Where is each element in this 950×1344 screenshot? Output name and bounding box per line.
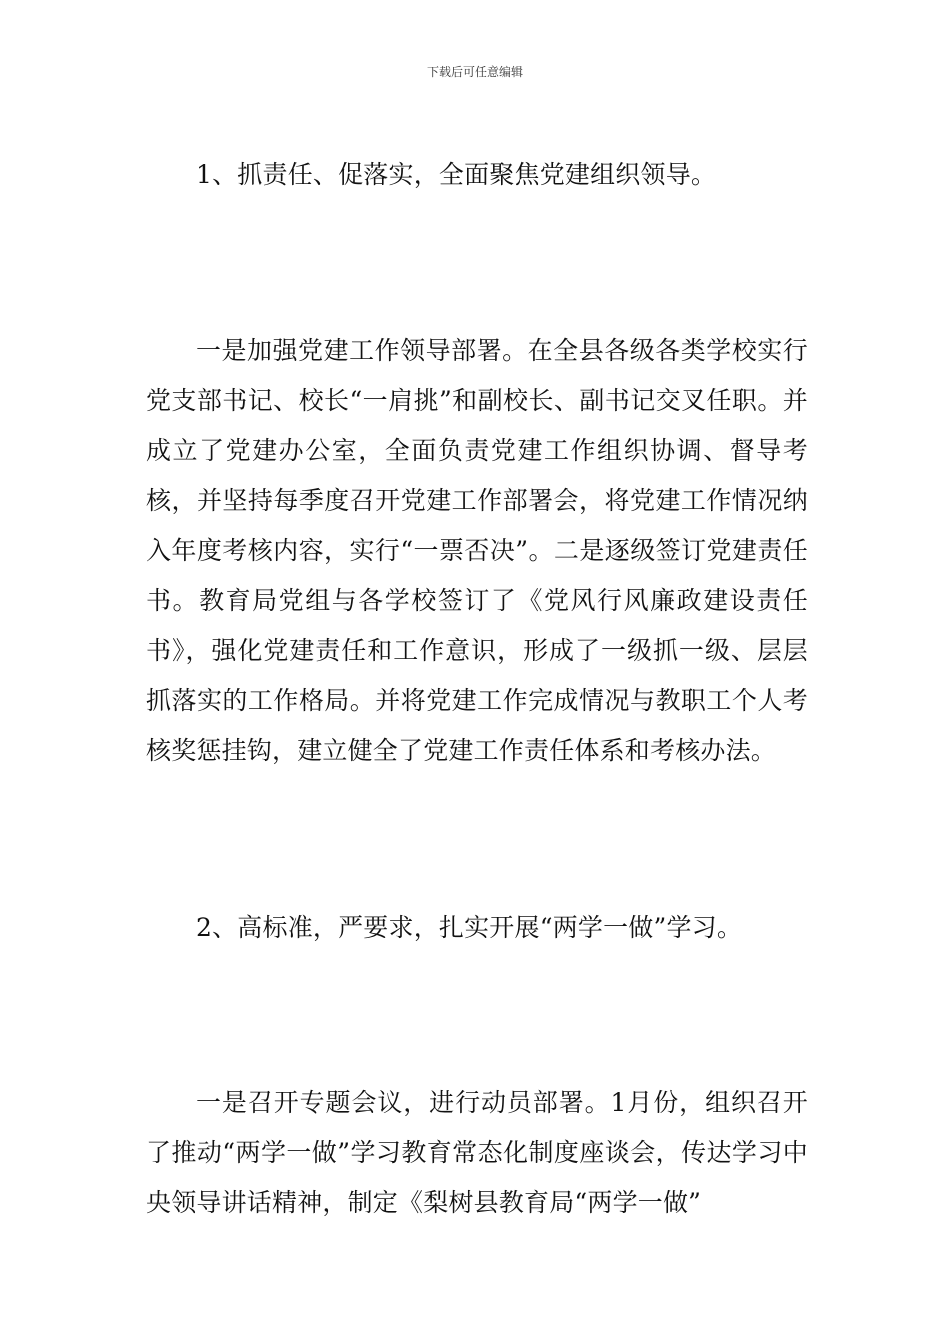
body-paragraph-2: 一是召开专题会议，进行动员部署。1月份，组织召开了推动“两学一做”学习教育常态化制度座谈会，传达学习中央领导讲话精神，制定《梨树县教育局“两学一做” [146,1088,808,1217]
section-heading-2: 2、高标准，严要求，扎实开展“两学一做”学习。 [196,913,743,942]
header-note: 下载后可任意编辑 [426,65,523,79]
body-paragraph-1: 一是加强党建工作领导部署。在全县各级各类学校实行党支部书记、校长“一肩挑”和副校长、副书记交叉任职。并成立了党建办公室，全面负责党建工作组织协调、督导考核，并坚持每季度召开党建工作部署会，将党建工作情况纳入年度考核内容，实行“一票否决”。二是逐级签订党建责任书。教育局党组与各学校签订了《党风行风廉政建设责任书》，强化党建责任和工作意识，形成了一级抓一级、层层抓落实的工作格局。并将党建工作完成情况与教职工个人考核奖惩挂钩，建立健全了党建工作责任体系和考核办法。 [146,336,808,765]
section-heading-1: 1、抓责任、促落实，全面聚焦党建组织领导。 [196,160,717,189]
